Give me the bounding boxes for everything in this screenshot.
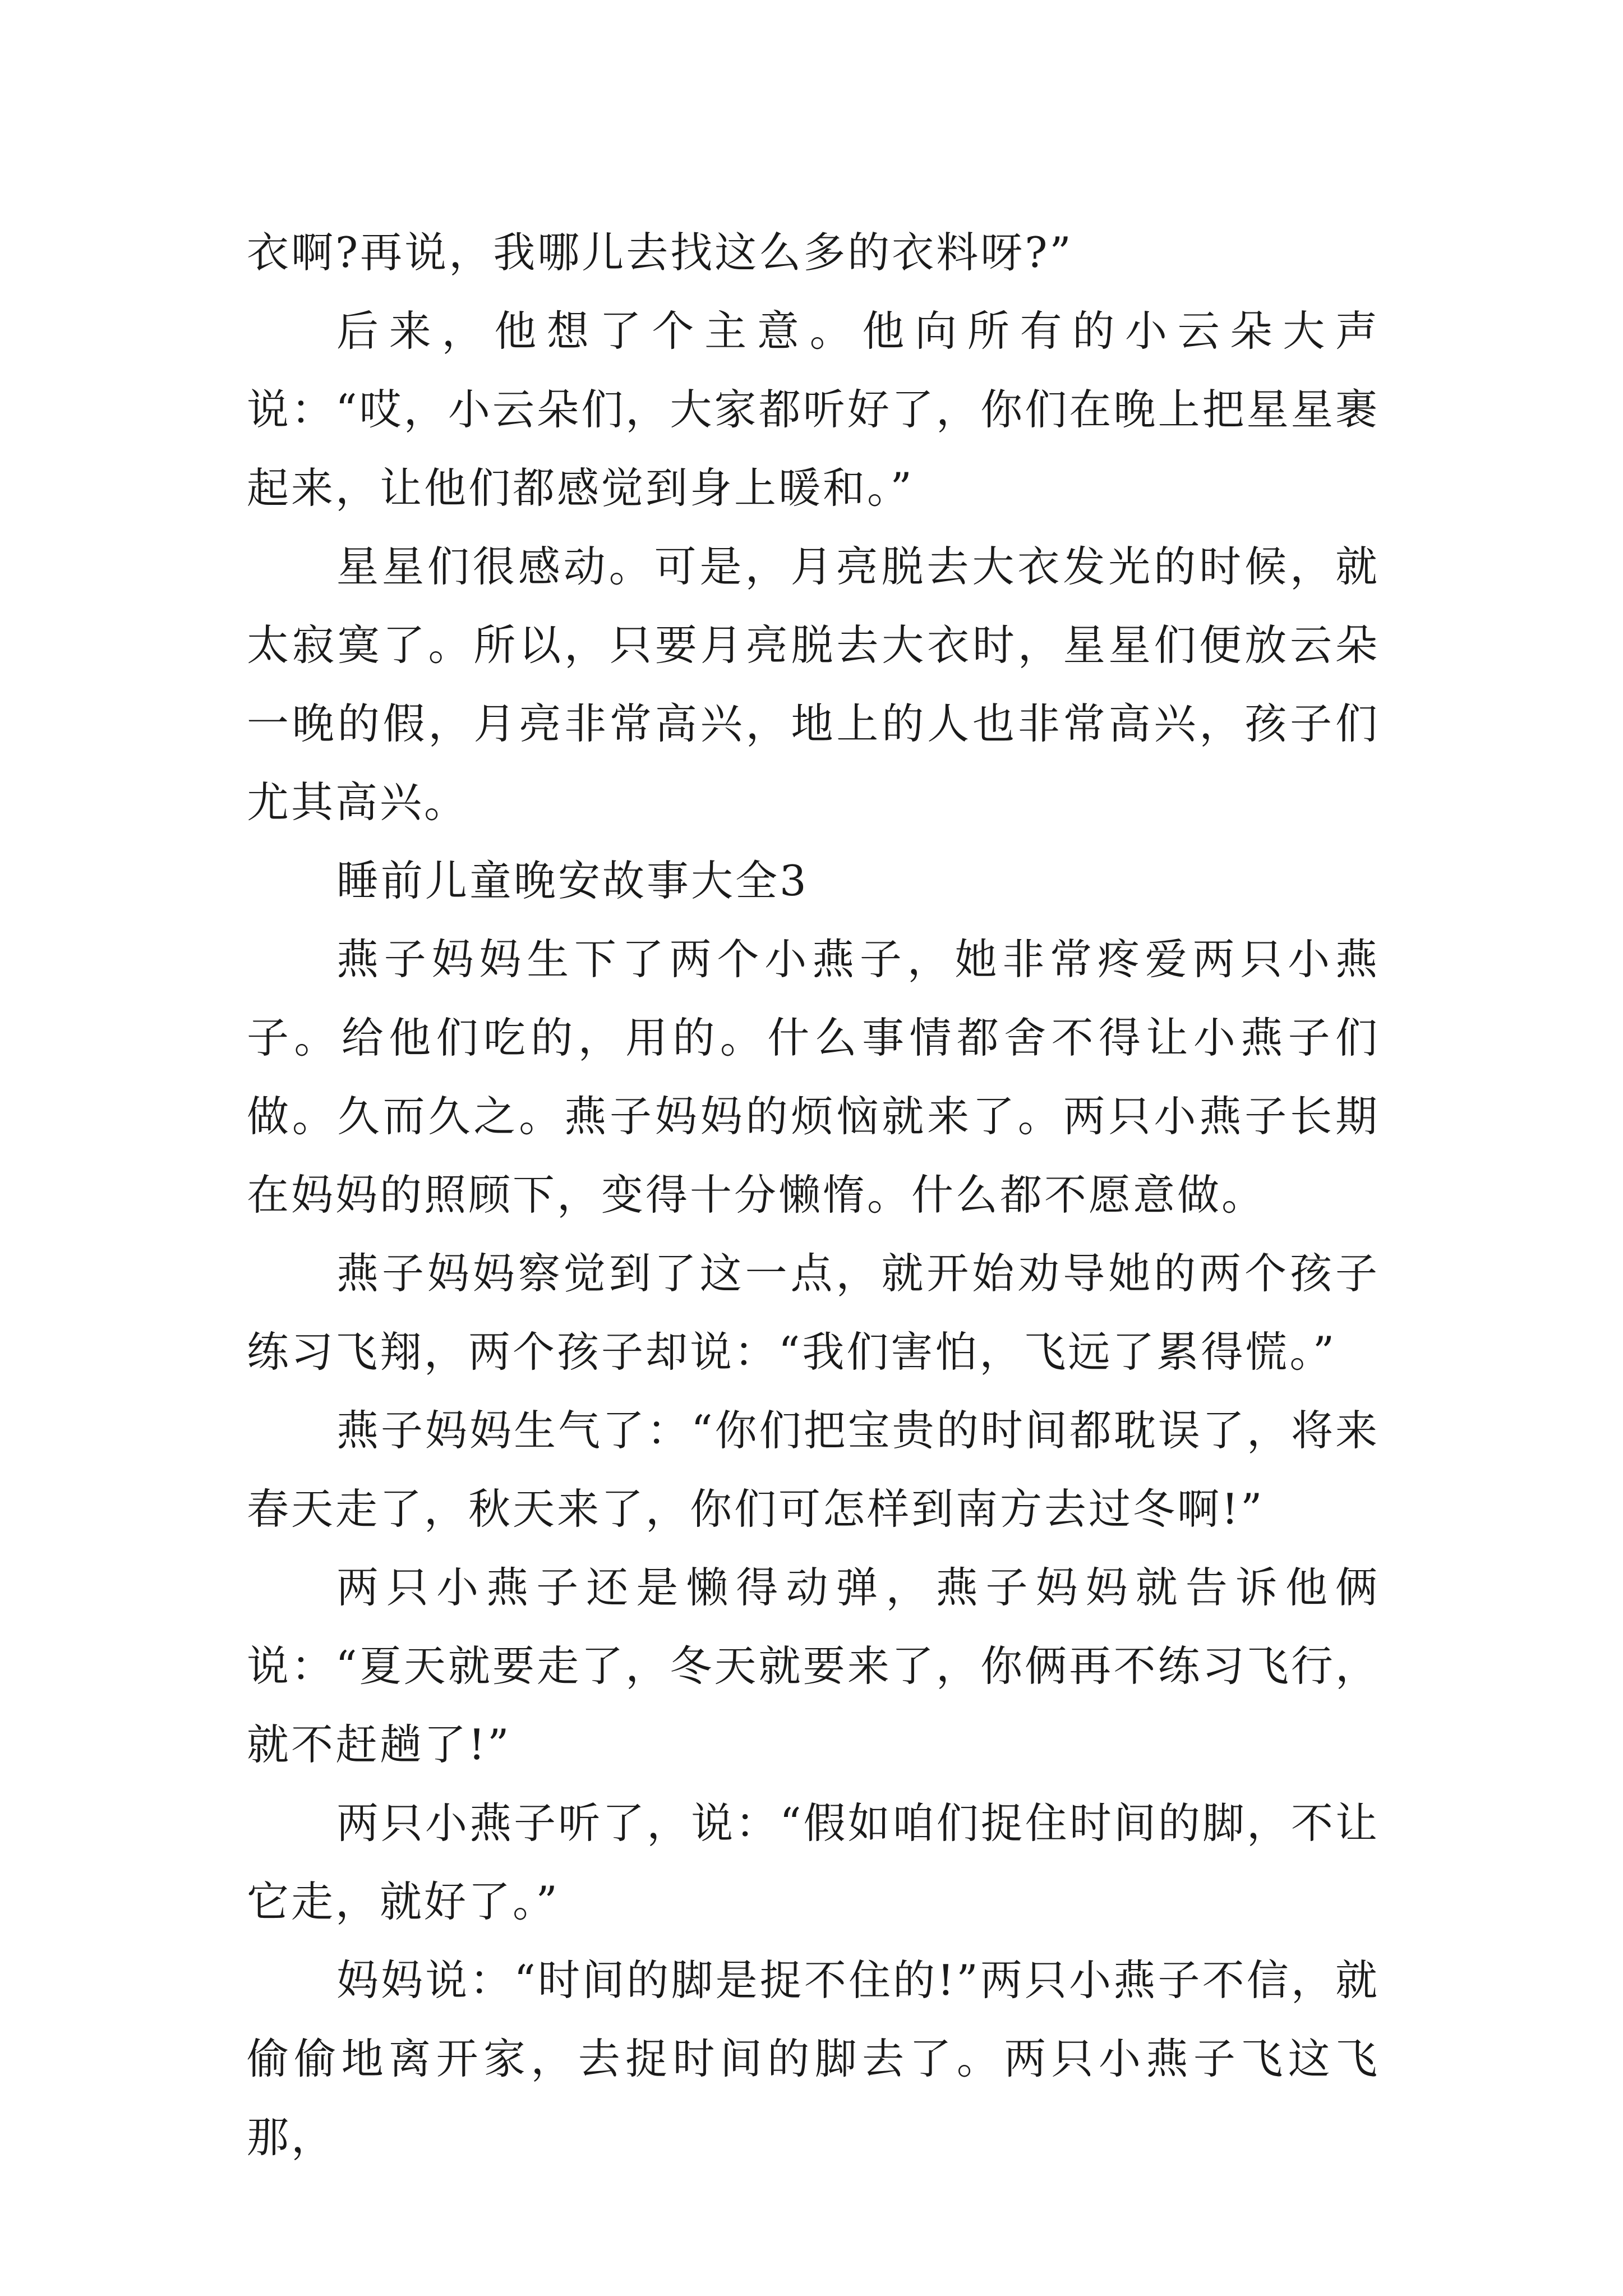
paragraph: 两只小燕子听了，说：“假如咱们捉住时间的脚，不让它走，就好了。” [247, 1798, 1380, 1926]
paragraph: 妈妈说：“时间的脚是捉不住的!”两只小燕子不信，就偷偷地离开家，去捉时间的脚去了。两只小燕子飞这飞那， [247, 1955, 1380, 2162]
paragraph-continuation: 衣啊?再说，我哪儿去找这么多的衣料呀?” [247, 228, 1073, 277]
paragraph: 燕子妈妈察觉到了这一点，就开始劝导她的两个孩子练习飞翔，两个孩子却说：“我们害怕，飞远了累得慌。” [247, 1249, 1380, 1377]
paragraph: 燕子妈妈生下了两个小燕子，她非常疼爱两只小燕子。给他们吃的，用的。什么事情都舍不得让小燕子们做。久而久之。燕子妈妈的烦恼就来了。两只小燕子长期在妈妈的照顾下，变得十分懒惰。什么都不愿意做。 [247, 935, 1380, 1220]
document-body [247, 213, 1380, 2177]
paragraph: 燕子妈妈生气了：“你们把宝贵的时间都耽误了，将来春天走了，秋天来了，你们可怎样到南方去过冬啊!” [247, 1406, 1380, 1534]
paragraph: 后来，他想了个主意。他向所有的小云朵大声说：“哎，小云朵们，大家都听好了，你们在晚上把星星裹起来，让他们都感觉到身上暖和。” [247, 306, 1380, 513]
section-heading: 睡前儿童晚安故事大全3 [336, 856, 809, 905]
paragraph: 两只小燕子还是懒得动弹，燕子妈妈就告诉他俩说：“夏天就要走了，冬天就要来了，你俩再不练习飞行，就不赶趟了!” [247, 1563, 1380, 1769]
paragraph: 星星们很感动。可是，月亮脱去大衣发光的时候，就太寂寞了。所以，只要月亮脱去大衣时，星星们便放云朵一晚的假，月亮非常高兴，地上的人也非常高兴，孩子们尤其高兴。 [247, 542, 1380, 827]
